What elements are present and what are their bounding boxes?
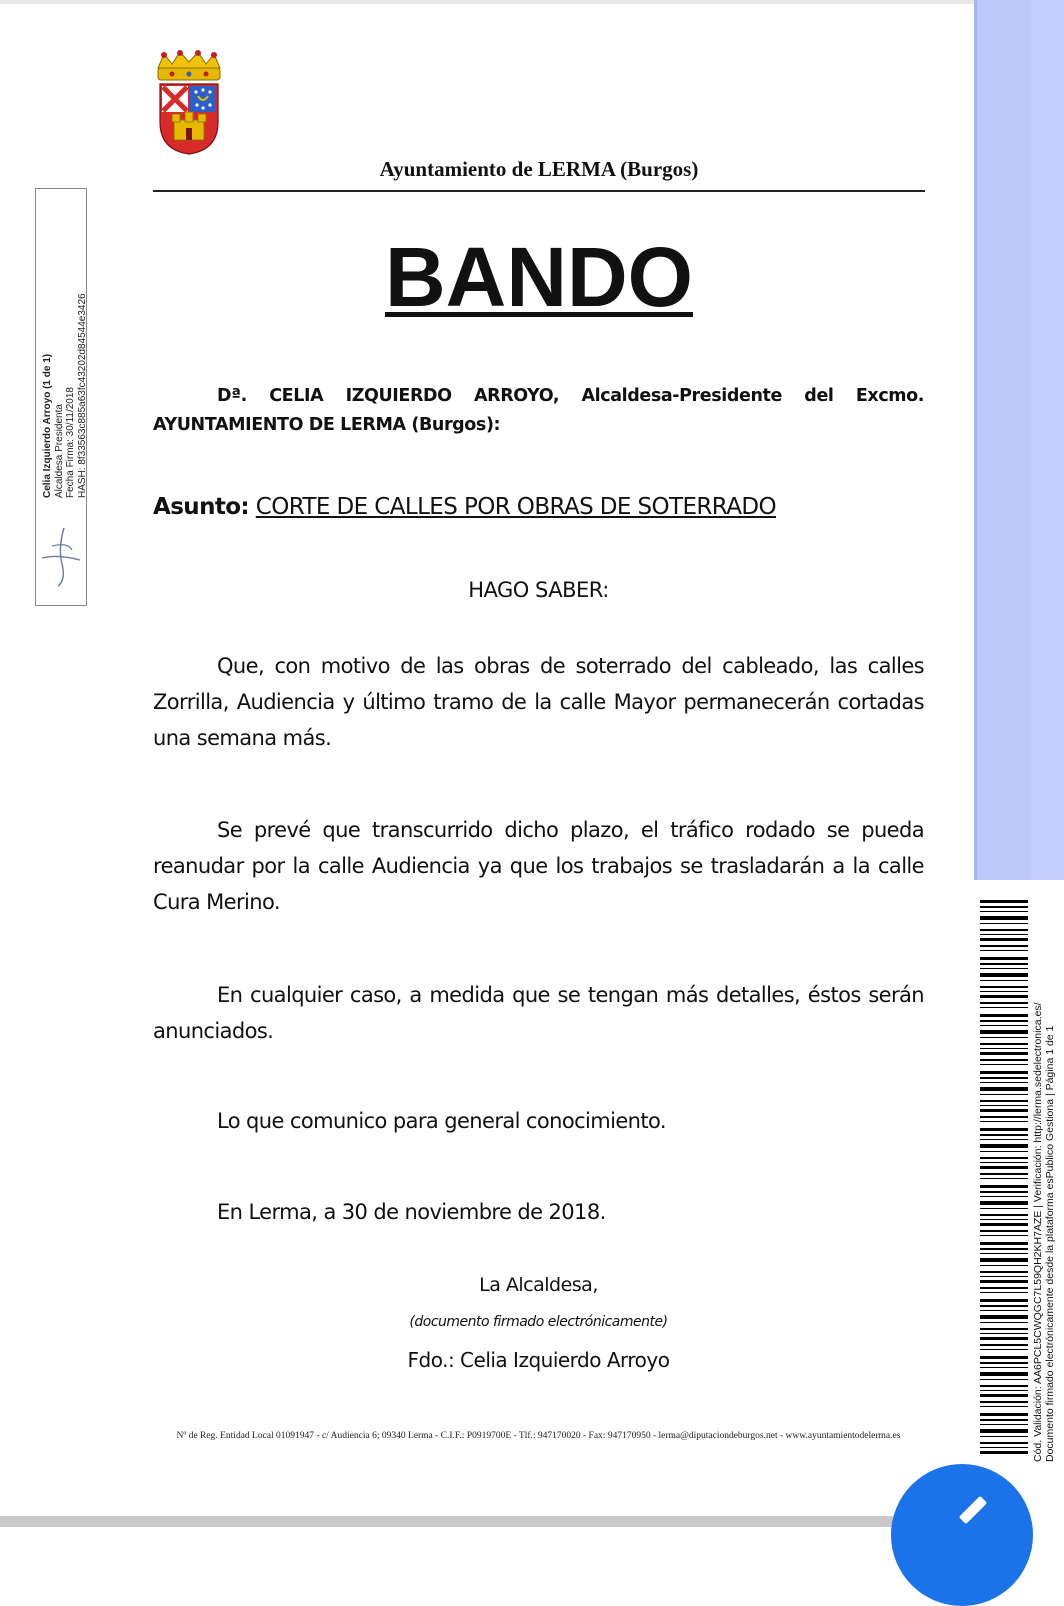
barcode-bar [980, 1105, 1028, 1106]
barcode-bar [980, 963, 1028, 965]
paragraph-1 [153, 648, 924, 756]
verification-line-1: Cód. Validación: AA6PCL5CWQGC7L59QH2KH7AZE | Verificación: http://lerma.sedelectronica.es/ [1032, 1002, 1044, 1462]
barcode-bar [980, 980, 1028, 981]
barcode-bar [980, 1451, 1028, 1454]
side-strip-left [974, 0, 1030, 880]
barcode-bar [980, 1173, 1028, 1175]
barcode-bar [980, 1379, 1028, 1380]
barcode-bar [980, 986, 1028, 988]
signature-hash: HASH: 8f33563c885a63fc43202d84544e3426 [76, 293, 88, 498]
subject-value: CORTE DE CALLES POR OBRAS DE SOTERRADO [255, 494, 777, 520]
document-title-text: BANDO [385, 230, 693, 324]
viewer-bottom-bar [0, 1516, 974, 1527]
barcode-bar [980, 938, 1028, 941]
barcode-bar [980, 1322, 1028, 1323]
barcode-bar [980, 1100, 1028, 1102]
barcode-bar [980, 1230, 1028, 1232]
barcode-bar [980, 1134, 1028, 1136]
barcode-bar [980, 1048, 1028, 1049]
barcode-bar [980, 1082, 1028, 1083]
barcode-bar [980, 1349, 1028, 1350]
subject-line [153, 490, 924, 524]
town-hall-name: Ayuntamiento de LERMA (Burgos) [379, 157, 699, 181]
barcode-bar [980, 1162, 1028, 1163]
paragraph-5-text: En Lerma, a 30 de noviembre de 2018. [217, 1200, 606, 1224]
barcode-bar [980, 1071, 1028, 1074]
barcode-bar [980, 1372, 1028, 1376]
paragraph-4 [153, 1103, 924, 1139]
barcode-bar [980, 929, 1028, 931]
barcode-bar [980, 995, 1028, 998]
viewer-top-edge [0, 0, 974, 4]
barcode-bar [980, 957, 1028, 960]
barcode-bar [980, 1144, 1028, 1148]
barcode-bar [980, 1248, 1028, 1250]
paragraph-5 [153, 1194, 924, 1230]
barcode-bar [980, 1043, 1028, 1045]
barcode-bar [980, 934, 1028, 935]
barcode-bar [980, 1002, 1028, 1004]
signoff-signed: Fdo.: Celia Izquierdo Arroyo [407, 1348, 670, 1372]
barcode-bar [980, 1328, 1028, 1330]
document-title [153, 228, 925, 326]
barcode-bar [980, 1020, 1028, 1022]
document-footer: Nº de Reg. Entidad Local 01091947 - c/ Audiencia 6; 09340 Lerma - C.I.F.: P0919700E - Tlf.: 947170020 - Fax: 947170950 - lerma@diputaciondeburgos.net - www.ayuntamientodelerma.es [176, 1431, 901, 1441]
signoff-note: (documento firmado electrónicamente) [409, 1314, 668, 1330]
signer-role: Alcaldesa Presidenta [53, 404, 65, 498]
signature-stamp-text [42, 178, 88, 498]
paragraph-3-text: En cualquier caso, a medida que se tengan más detalles, éstos serán anunciados. [153, 983, 924, 1043]
barcode-bar [980, 991, 1028, 992]
barcode-bar [980, 1214, 1028, 1216]
barcode-bar [980, 1116, 1028, 1118]
announce-heading: HAGO SABER: [468, 578, 609, 602]
barcode-bar [980, 1235, 1028, 1236]
paragraph-3 [153, 977, 924, 1049]
barcode-bar [980, 1064, 1028, 1065]
barcode-bar [980, 1362, 1028, 1364]
paragraph-2 [153, 812, 924, 920]
barcode-bar [980, 1337, 1028, 1340]
paragraph-1-text: Que, con motivo de las obras de soterrado del cableado, las calles Zorrilla, Audiencia y último tramo de la calle Mayor permanecerán cortadas una semana más. [153, 654, 924, 750]
barcode-bar [980, 1305, 1028, 1307]
barcode-bar [980, 1052, 1028, 1055]
barcode-bar [980, 906, 1028, 908]
barcode-bar [980, 1447, 1028, 1448]
barcode-bar [980, 950, 1028, 951]
barcode-bar [980, 1424, 1028, 1425]
barcode-bar [980, 1419, 1028, 1421]
handwritten-signature-icon [38, 520, 84, 590]
barcode-bar [980, 1310, 1028, 1311]
barcode-bar [980, 1390, 1028, 1391]
verification-line-2: Documento firmado electrónicamente desde la plataforma esPublico Gestiona | Página 1 de 1 [1044, 1025, 1056, 1462]
barcode-bar [980, 1442, 1028, 1444]
barcode-bar [980, 1258, 1028, 1262]
barcode-bar [980, 1025, 1028, 1026]
barcode-bar [980, 1367, 1028, 1368]
barcode-bar [980, 1157, 1028, 1159]
barcode-bar [980, 1333, 1028, 1334]
barcode-bar [980, 923, 1028, 924]
signoff-role: La Alcaldesa, [479, 1274, 598, 1296]
barcode-bar [980, 900, 1028, 903]
barcode-bar [980, 1315, 1028, 1319]
barcode-bar [980, 1087, 1028, 1091]
coat-of-arms-icon [150, 50, 228, 156]
signer-name: Celia Izquierdo Arroyo (1 de 1) [42, 353, 53, 498]
barcode-bar [980, 945, 1028, 947]
barcode-bar [980, 1208, 1028, 1209]
intro-text: Dª. CELIA IZQUIERDO ARROYO, Alcaldesa-Presidente del Excmo. AYUNTAMIENTO DE LERMA (Burgos): [153, 386, 924, 435]
intro-paragraph [153, 382, 924, 440]
barcode-bar [980, 1242, 1028, 1245]
barcode-bar [980, 1287, 1028, 1289]
barcode-bar [980, 1406, 1028, 1407]
barcode-bar [980, 1201, 1028, 1205]
barcode-bar [980, 1385, 1028, 1387]
barcode-bar [980, 1413, 1028, 1416]
barcode-bar [980, 1271, 1028, 1273]
barcode-bar [980, 1121, 1028, 1122]
paragraph-4-text: Lo que comunico para general conocimiento. [217, 1109, 666, 1133]
signature-date: Fecha Firma: 30/11/2018 [65, 387, 76, 498]
barcode-bar [980, 1059, 1028, 1061]
barcode-bar [980, 1436, 1028, 1437]
barcode-bar [980, 1280, 1028, 1283]
barcode-bar [980, 1037, 1028, 1038]
verification-text [1032, 902, 1056, 1462]
barcode-bar [980, 1109, 1028, 1112]
barcode-bar [980, 1139, 1028, 1140]
barcode-bar [980, 1094, 1028, 1095]
header-rule [153, 190, 925, 192]
side-strip-right [1030, 0, 1064, 880]
barcode-bar [980, 1299, 1028, 1302]
barcode-bar [980, 916, 1028, 920]
barcode-bar [980, 1276, 1028, 1277]
barcode-bar [980, 1014, 1028, 1017]
barcode-bar [980, 973, 1028, 977]
barcode-bar [980, 1223, 1028, 1226]
barcode-bar [980, 1178, 1028, 1179]
barcode-bar [980, 1429, 1028, 1433]
barcode-bar [980, 1401, 1028, 1403]
barcode-bar [980, 1185, 1028, 1188]
barcode-bar [980, 1394, 1028, 1397]
barcode-bar [980, 1007, 1028, 1008]
barcode-bar [980, 911, 1028, 912]
edit-fab-button[interactable] [891, 1464, 1033, 1606]
barcode-bar [980, 1344, 1028, 1346]
barcode-bar [980, 1196, 1028, 1197]
barcode-bar [980, 1292, 1028, 1293]
barcode-bar [980, 1077, 1028, 1079]
barcode-bar [980, 1356, 1028, 1359]
barcode-bar [980, 1191, 1028, 1193]
barcode-bar [980, 1219, 1028, 1220]
paragraph-2-text: Se prevé que transcurrido dicho plazo, el tráfico rodado se pueda reanudar por la calle Audiencia ya que los trabajos se trasladarán a la calle Cura Merino. [153, 818, 924, 914]
barcode-bar [980, 968, 1028, 969]
barcode-bar [980, 1128, 1028, 1131]
barcode-bar [980, 1151, 1028, 1152]
barcode-bar [980, 1166, 1028, 1169]
validation-barcode [980, 900, 1028, 1460]
subject-label: Asunto: [153, 494, 250, 520]
barcode-bar [980, 1265, 1028, 1266]
barcode-bar [980, 1253, 1028, 1254]
barcode-bar [980, 1030, 1028, 1034]
side-strip-shadow [974, 0, 977, 880]
